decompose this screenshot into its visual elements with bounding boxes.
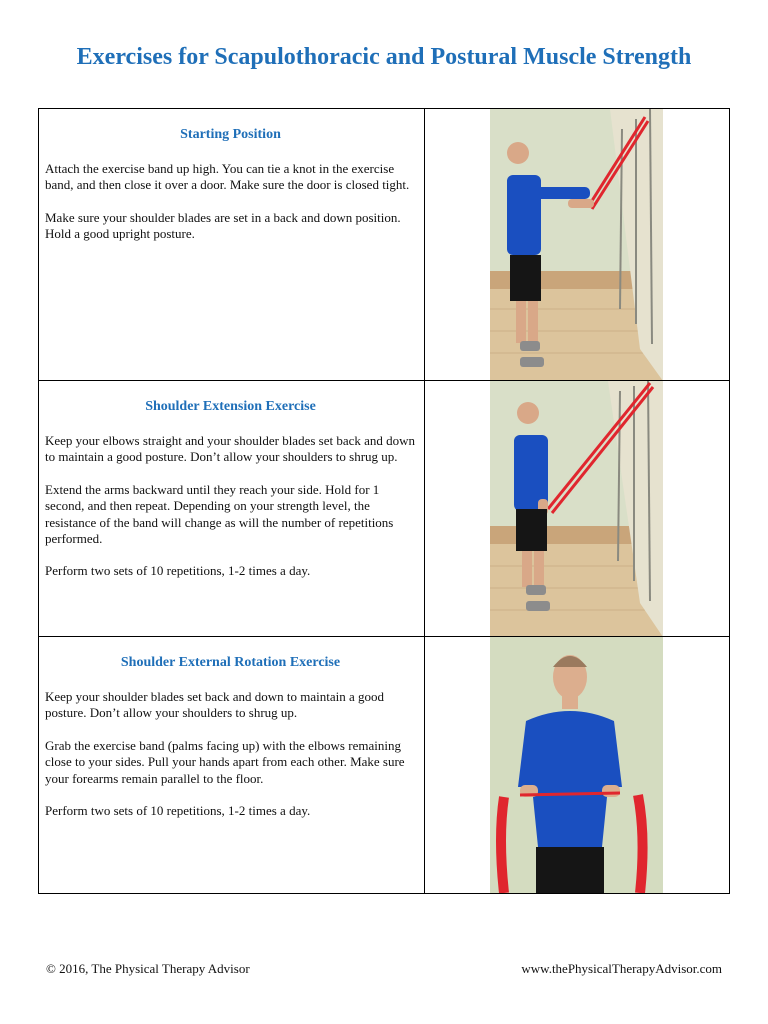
table-row [39, 637, 729, 893]
instruction-paragraph: Perform two sets of 10 repetitions, 1-2 times a day. [45, 803, 311, 819]
section-heading: Shoulder Extension Exercise [145, 399, 316, 414]
photo-cell [425, 109, 729, 380]
document-title: Exercises for Scapulothoracic and Postural Muscle Strength [76, 44, 692, 70]
instruction-paragraph: Extend the arms backward until they reach your side. Hold for 1 second, and then repeat. Depending on your strength level, the resistance of the band will change as will the number of repetitions performed. [45, 481, 394, 547]
instruction-paragraph: Perform two sets of 10 repetitions, 1-2 times a day. [45, 563, 311, 579]
external-rotation-photo [490, 637, 663, 893]
website-link[interactable]: www.thePhysicalTherapyAdvisor.com [521, 961, 722, 976]
instruction-cell [39, 381, 425, 636]
photo-cell [425, 381, 729, 636]
instruction-paragraph: Attach the exercise band up high. You can tie a knot in the exercise band, and then close it over a door. Make sure the door is closed tight. [45, 161, 410, 193]
instruction-cell [39, 109, 425, 380]
shoulder-extension-photo [490, 381, 663, 636]
instruction-paragraph: Grab the exercise band (palms facing up) with the elbows remaining close to your sides. Pull your hands apart from each other. Make sure your forearms remain parallel to the floor. [45, 737, 405, 786]
instruction-paragraph: Make sure your shoulder blades are set in a back and down position. Hold a good upright posture. [45, 209, 401, 242]
instruction-paragraph: Keep your shoulder blades set back and down to maintain a good posture. Don’t allow your shoulders to shrug up. [45, 689, 384, 721]
starting-position-photo [490, 109, 663, 380]
instruction-cell [39, 637, 425, 893]
table-row [39, 109, 729, 381]
table-row [39, 381, 729, 637]
section-heading: Shoulder External Rotation Exercise [120, 655, 341, 670]
instruction-paragraph: Keep your elbows straight and your shoulder blades set back and down to maintain a good posture. Don’t allow your shoulders to shrug up. [45, 433, 416, 465]
exercise-table [38, 108, 730, 894]
section-heading: Starting Position [180, 127, 281, 142]
photo-cell [425, 637, 729, 893]
copyright-notice: © 2016, The Physical Therapy Advisor [46, 961, 250, 976]
